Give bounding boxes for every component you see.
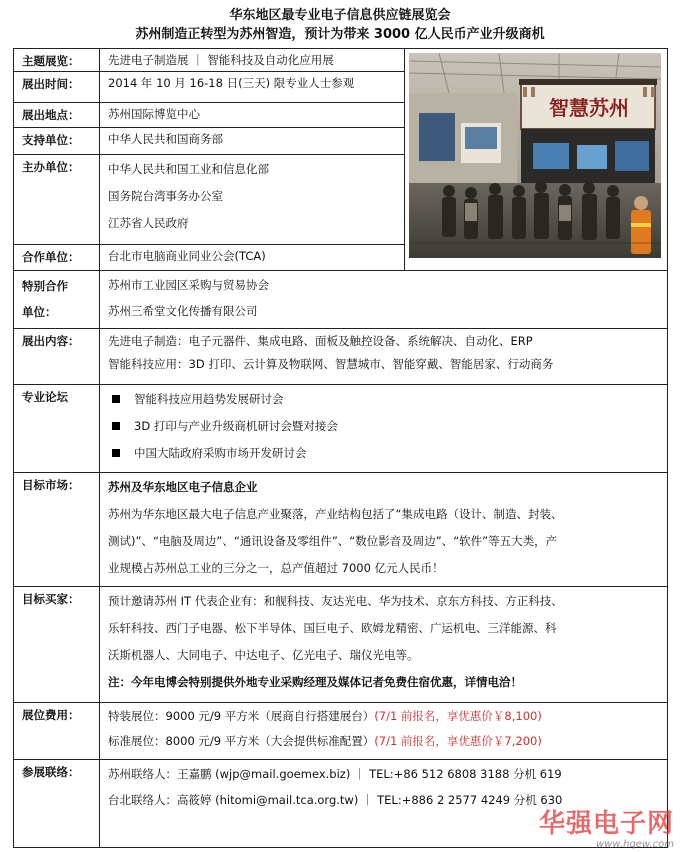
label-content: 展出内容： (14, 329, 100, 385)
value-organizer: 中华人民共和国工业和信息化部 国务院台湾事务办公室 江苏省人民政府 (100, 155, 405, 245)
photo-cell (405, 49, 668, 271)
title-main: 华东地区最专业电子信息供应链展览会 (229, 8, 451, 23)
label-venue: 展出地点： (14, 103, 100, 128)
value-special: 苏州市工业园区采购与贸易协会 苏州三希堂文化传播有限公司 (100, 271, 668, 329)
forum-item: 智能科技应用趋势发展研讨会 (100, 386, 667, 413)
label-support: 支持单位： (14, 128, 100, 155)
forum-item: 3D 打印与产业升级商机研讨会暨对接会 (100, 413, 667, 440)
value-theme: 先进电子制造展 ｜ 智能科技及自动化应用展 (100, 49, 405, 72)
exhibition-photo (409, 53, 661, 258)
fee-promo: (7/1 前报名，享优惠价￥7,200) (374, 734, 542, 748)
label-organizer: 主办单位： (14, 155, 100, 245)
value-fee (100, 703, 668, 760)
row-theme (14, 49, 668, 72)
watermark-url: www.hqew.com (596, 839, 674, 850)
value-content: 先进电子制造：电子元器件、集成电路、面板及触控设备、系统解决、自动化、ERP 智能科技应用：3D 打印、云计算及物联网、智慧城市、智能穿戴、智能居家、行动商务 (100, 329, 668, 385)
bullet-icon (112, 449, 120, 457)
bullet-icon (112, 422, 120, 430)
watermark (539, 809, 674, 850)
buyers-note: 注：今年电博会特别提供外地专业采购经理及媒体记者免费住宿优惠，详情电洽！ (108, 675, 522, 689)
label-market: 目标市场： (14, 473, 100, 587)
fee-item: 标准展位：8000 元/9 平方米（大会提供标准配置）(7/1 前报名，享优惠价￥7,200) (108, 734, 542, 748)
label-contact: 参展联络： (14, 760, 100, 848)
value-buyers: 预计邀请苏州 IT 代表企业有：和舰科技、友达光电、华为技术、京东方科技、方正科技、 乐轩科技、西门子电器、松下半导体、国巨电子、欧姆龙精密、广运机电、三洋能源、科 沃斯机器人、大同电子、中达电子、亿光电子、瑞仪光电等。 注：今年电博会特别提供外地专业采购经理及媒体记者免费住宿优惠，详情电洽！ (100, 587, 668, 703)
row-fee (14, 703, 668, 760)
label-fee: 展位费用： (14, 703, 100, 760)
row-market (14, 473, 668, 587)
label-coop: 合作单位： (14, 245, 100, 271)
row-content (14, 329, 668, 385)
value-market: 苏州及华东地区电子信息企业 苏州为华东地区最大电子信息产业聚落，产业结构包括了“集成电路（设计、制造、封装、 测试)”、“电脑及周边”、“通讯设备及零组件”、“数位影音及周边”、“软件”等五大类，产 业规模占苏州总工业的三分之一，总产值超过 7000 亿元人民币！ (100, 473, 668, 587)
label-buyers: 目标买家： (14, 587, 100, 703)
booth-sign-text: 智慧苏州 (549, 96, 629, 120)
value-venue: 苏州国际博览中心 (100, 103, 405, 128)
row-buyers (14, 587, 668, 703)
value-time: 2014 年 10 月 16-18 日(三天) 限专业人士参观 (100, 72, 405, 103)
fee-item: 特装展位：9000 元/9 平方米（展商自行搭建展台）(7/1 前报名，享优惠价￥8,100) (108, 709, 542, 723)
value-support: 中华人民共和国商务部 (100, 128, 405, 155)
row-forum (14, 385, 668, 473)
fee-promo: (7/1 前报名，享优惠价￥8,100) (374, 709, 542, 723)
label-special: 特别合作 单位： (14, 271, 100, 329)
label-forum: 专业论坛 (14, 385, 100, 473)
value-contact: 苏州联络人：王嘉鹏 (wjp@mail.goemex.biz) ｜ TEL:+86 512 6808 3188 分机 619 台北联络人：高筱婷 (hitomi@mail.tca.org.tw) ｜ TEL:+886 2 2577 4249 分机 630 (100, 760, 668, 848)
watermark-logo: 华强电子网 (538, 809, 674, 839)
forum-item: 中国大陆政府采购市场开发研讨会 (100, 440, 667, 467)
info-table (13, 48, 668, 848)
value-coop: 台北市电脑商业同业公会(TCA) (100, 245, 405, 271)
row-special (14, 271, 668, 329)
bullet-icon (112, 395, 120, 403)
label-time: 展出时间： (14, 72, 100, 103)
title-sub: 苏州制造正转型为苏州智造，预计为带来 3000 亿人民币产业升级商机 (135, 27, 545, 42)
label-theme: 主题展览： (14, 49, 100, 72)
title-block (0, 0, 680, 44)
value-forum (100, 385, 668, 473)
